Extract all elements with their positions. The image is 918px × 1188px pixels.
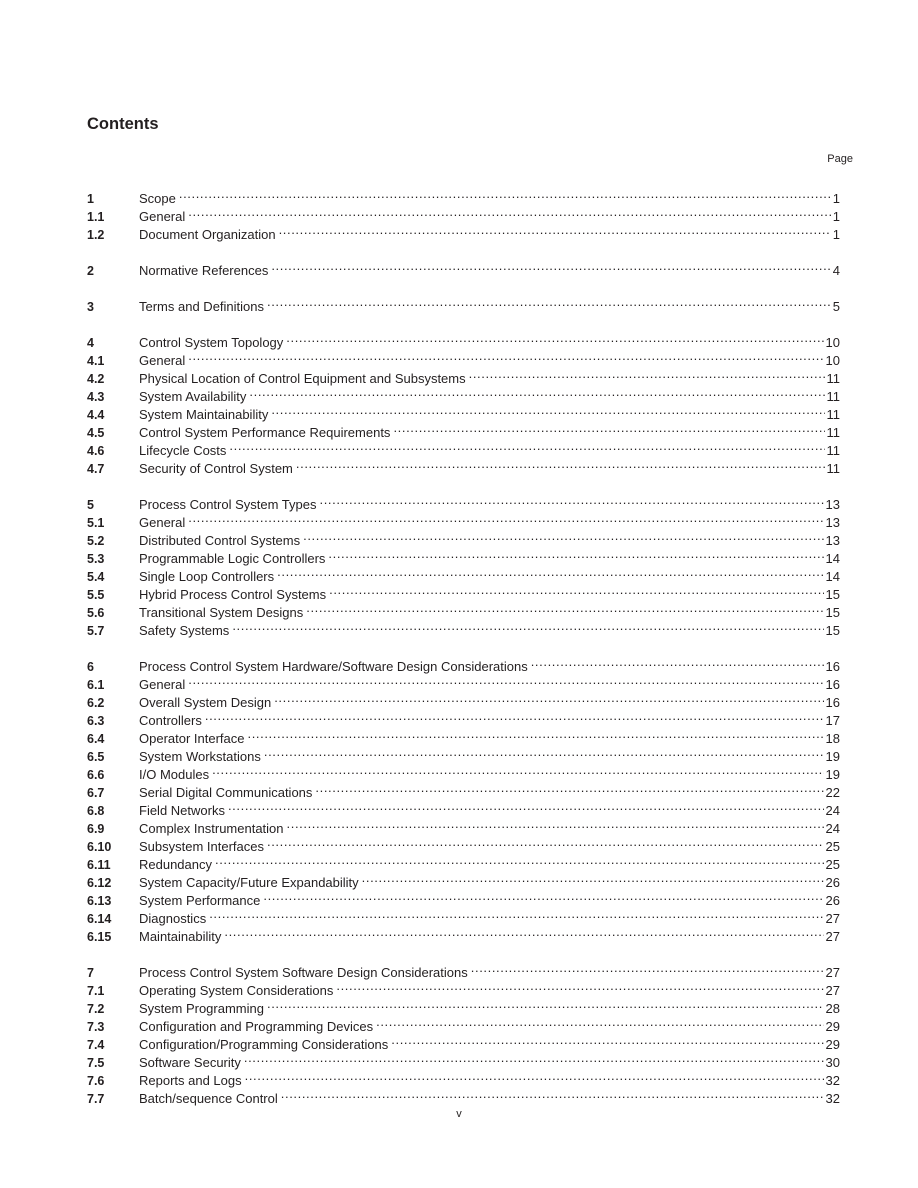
toc-entry-number: 1.2 <box>87 228 105 242</box>
toc-entry-number: 1 <box>87 192 94 206</box>
dot-leader <box>277 563 823 581</box>
toc-entry-page: 26 <box>825 875 840 890</box>
dot-leader <box>267 833 824 851</box>
toc-entry-title: System Capacity/Future Expandability <box>139 875 359 890</box>
dot-leader <box>274 689 823 707</box>
toc-entry-title: System Performance <box>139 893 261 908</box>
toc-entry-title: Hybrid Process Control Systems <box>139 587 327 602</box>
toc-entry-title: Control System Performance Requirements <box>139 425 391 440</box>
toc-entry-number: 5.1 <box>87 516 105 530</box>
toc-entry-page: 11 <box>826 407 840 422</box>
toc-entry-title: System Programming <box>139 1001 264 1016</box>
dot-leader <box>263 887 823 905</box>
toc-entry-page: 25 <box>825 839 840 854</box>
toc-entry-number: 7.5 <box>87 1056 105 1070</box>
toc-entry-number: 6.3 <box>87 714 105 728</box>
toc-entry-page: 16 <box>825 659 840 674</box>
toc-entry-number: 7.2 <box>87 1002 105 1016</box>
toc-entry-title: Terms and Definitions <box>139 299 264 314</box>
toc-entry[interactable] <box>87 293 840 314</box>
dot-leader <box>393 419 824 437</box>
toc-entry-title: General <box>139 515 186 530</box>
toc-entry-page: 15 <box>825 623 840 638</box>
toc-entry-title: Serial Digital Communications <box>139 785 313 800</box>
toc-entry-page: 5 <box>832 299 840 314</box>
toc-entry-number: 4.7 <box>87 462 105 476</box>
toc-entry-page: 24 <box>825 821 840 836</box>
toc-entry-number: 6.6 <box>87 768 105 782</box>
toc-entry-title: Process Control System Hardware/Software Design Considerations <box>139 659 528 674</box>
toc-entry-page: 32 <box>825 1091 840 1106</box>
toc-entry-page: 26 <box>825 893 840 908</box>
dot-leader <box>391 1031 823 1049</box>
toc-entry-number: 6.11 <box>87 858 111 872</box>
toc-entry-page: 17 <box>825 713 840 728</box>
toc-entry-page: 29 <box>825 1019 840 1034</box>
dot-leader <box>362 869 824 887</box>
dot-leader <box>245 1067 824 1085</box>
toc-entry-page: 13 <box>825 497 840 512</box>
toc-entry-title: Process Control System Types <box>139 497 317 512</box>
toc-entry-page: 28 <box>825 1001 840 1016</box>
toc-entry[interactable] <box>87 185 840 206</box>
toc-entry-title: I/O Modules <box>139 767 210 782</box>
toc-entry-page: 11 <box>826 371 840 386</box>
toc-entry-page: 16 <box>825 677 840 692</box>
dot-leader <box>271 257 830 275</box>
toc-entry-page: 30 <box>825 1055 840 1070</box>
dot-leader <box>320 491 824 509</box>
toc-entry-title: Configuration/Programming Considerations <box>139 1037 389 1052</box>
toc-entry-number: 4 <box>87 336 94 350</box>
toc-entry-title: Maintainability <box>139 929 222 944</box>
toc-entry-number: 7 <box>87 966 94 980</box>
toc-entry-number: 5.5 <box>87 588 105 602</box>
toc-entry-page: 11 <box>826 425 840 440</box>
dot-leader <box>232 617 823 635</box>
toc-entry-number: 6.1 <box>87 678 105 692</box>
toc-entry-number: 7.7 <box>87 1092 105 1106</box>
toc-entry-number: 6.12 <box>87 876 112 890</box>
dot-leader <box>244 1049 824 1067</box>
dot-leader <box>224 923 823 941</box>
toc-entry-title: System Availability <box>139 389 247 404</box>
toc-entry-number: 4.6 <box>87 444 105 458</box>
toc-entry-number: 6.13 <box>87 894 112 908</box>
toc-entry[interactable] <box>87 671 840 692</box>
dot-leader <box>209 905 823 923</box>
toc-entry-number: 6.9 <box>87 822 105 836</box>
toc-entry-page: 11 <box>826 461 840 476</box>
contents-heading: Contents <box>87 115 159 133</box>
dot-leader <box>287 815 824 833</box>
toc-entry-number: 5 <box>87 498 94 512</box>
toc-entry-page: 15 <box>825 587 840 602</box>
toc-entry-number: 6 <box>87 660 94 674</box>
toc-entry-number: 1.1 <box>87 210 105 224</box>
dot-leader <box>249 383 824 401</box>
page-number-footer: v <box>456 1108 462 1120</box>
toc-entry-number: 4.5 <box>87 426 105 440</box>
dot-leader <box>271 401 824 419</box>
toc-entry-number: 7.3 <box>87 1020 105 1034</box>
toc-entry[interactable] <box>87 347 840 368</box>
toc-entry-number: 5.6 <box>87 606 105 620</box>
dot-leader <box>531 653 824 671</box>
toc-entry-page: 27 <box>825 911 840 926</box>
toc-entry-number: 4.1 <box>87 354 105 368</box>
toc-entry-page: 1 <box>832 227 840 242</box>
toc-entry-title: Process Control System Software Design Considerations <box>139 965 468 980</box>
toc-entry-title: General <box>139 353 186 368</box>
dot-leader <box>215 851 824 869</box>
dot-leader <box>296 455 825 473</box>
toc-entry-number: 6.2 <box>87 696 105 710</box>
toc-entry-title: Subsystem Interfaces <box>139 839 264 854</box>
toc-entry-title: Configuration and Programming Devices <box>139 1019 374 1034</box>
toc-entry-page: 13 <box>825 533 840 548</box>
toc-entry-title: Software Security <box>139 1055 241 1070</box>
toc-entry-page: 18 <box>825 731 840 746</box>
toc-entry-title: Transitional System Designs <box>139 605 304 620</box>
toc-entry[interactable] <box>87 509 840 530</box>
toc-entry-title: Field Networks <box>139 803 225 818</box>
toc-entry[interactable] <box>87 221 840 242</box>
toc-entry-title: System Maintainability <box>139 407 269 422</box>
toc-entry-title: Diagnostics <box>139 911 207 926</box>
toc-entry-page: 15 <box>825 605 840 620</box>
toc-entry-title: Redundancy <box>139 857 212 872</box>
toc-entry-number: 5.4 <box>87 570 105 584</box>
table-of-contents <box>87 185 840 1106</box>
dot-leader <box>267 293 831 311</box>
toc-entry-title: Distributed Control Systems <box>139 533 301 548</box>
toc-entry-title: Normative References <box>139 263 269 278</box>
toc-entry[interactable] <box>87 959 840 980</box>
dot-leader <box>376 1013 823 1031</box>
toc-entry[interactable] <box>87 491 840 512</box>
toc-entry-page: 16 <box>825 695 840 710</box>
dot-leader <box>264 743 824 761</box>
toc-entry-page: 11 <box>826 443 840 458</box>
toc-entry-number: 6.4 <box>87 732 105 746</box>
dot-leader <box>248 725 824 743</box>
dot-leader <box>229 437 824 455</box>
toc-entry-title: Single Loop Controllers <box>139 569 275 584</box>
toc-entry-title: System Workstations <box>139 749 261 764</box>
toc-entry-number: 5.3 <box>87 552 105 566</box>
toc-entry-page: 10 <box>825 335 840 350</box>
toc-entry-number: 5.7 <box>87 624 105 638</box>
toc-entry-number: 5.2 <box>87 534 105 548</box>
toc-entry[interactable] <box>87 653 840 674</box>
dot-leader <box>188 671 823 689</box>
toc-entry-page: 27 <box>825 929 840 944</box>
toc-entry-title: General <box>139 209 186 224</box>
toc-entry-title: Operator Interface <box>139 731 245 746</box>
toc-entry-number: 7.1 <box>87 984 105 998</box>
toc-entry-page: 14 <box>825 569 840 584</box>
toc-entry-page: 22 <box>825 785 840 800</box>
toc-entry-number: 2 <box>87 264 94 278</box>
dot-leader <box>281 1085 824 1103</box>
toc-entry-number: 7.4 <box>87 1038 105 1052</box>
dot-leader <box>228 797 824 815</box>
toc-entry-number: 6.7 <box>87 786 105 800</box>
toc-entry-title: Programmable Logic Controllers <box>139 551 326 566</box>
toc-entry-number: 6.10 <box>87 840 112 854</box>
toc-entry-title: Security of Control System <box>139 461 293 476</box>
toc-entry-number: 6.5 <box>87 750 105 764</box>
dot-leader <box>188 509 823 527</box>
dot-leader <box>212 761 823 779</box>
toc-entry[interactable] <box>87 257 840 278</box>
toc-entry[interactable] <box>87 527 840 548</box>
toc-entry-title: Batch/sequence Control <box>139 1091 278 1106</box>
dot-leader <box>188 347 823 365</box>
toc-entry-title: Scope <box>139 191 176 206</box>
toc-entry-title: Overall System Design <box>139 695 272 710</box>
toc-entry-page: 27 <box>825 983 840 998</box>
toc-entry-number: 3 <box>87 300 94 314</box>
toc-entry-page: 24 <box>825 803 840 818</box>
toc-entry-page: 14 <box>825 551 840 566</box>
toc-entry-page: 11 <box>826 389 840 404</box>
toc-entry-page: 1 <box>832 191 840 206</box>
toc-entry-number: 4.2 <box>87 372 105 386</box>
toc-entry-title: Reports and Logs <box>139 1073 242 1088</box>
dot-leader <box>328 545 823 563</box>
toc-entry-number: 6.15 <box>87 930 112 944</box>
dot-leader <box>279 221 831 239</box>
toc-entry-title: Physical Location of Control Equipment and Subsystems <box>139 371 466 386</box>
toc-entry-number: 4.3 <box>87 390 105 404</box>
toc-entry-title: General <box>139 677 186 692</box>
dot-leader <box>329 581 823 599</box>
dot-leader <box>306 599 823 617</box>
toc-entry-page: 4 <box>832 263 840 278</box>
dot-leader <box>205 707 824 725</box>
toc-entry-page: 10 <box>825 353 840 368</box>
toc-entry-title: Operating System Considerations <box>139 983 334 998</box>
dot-leader <box>469 365 825 383</box>
dot-leader <box>286 329 823 347</box>
toc-entry-number: 6.8 <box>87 804 105 818</box>
toc-entry-page: 25 <box>825 857 840 872</box>
dot-leader <box>267 995 824 1013</box>
dot-leader <box>179 185 831 203</box>
toc-entry-title: Complex Instrumentation <box>139 821 284 836</box>
page-column-label: Page <box>827 153 853 165</box>
toc-entry-title: Controllers <box>139 713 202 728</box>
dot-leader <box>471 959 824 977</box>
toc-entry-page: 27 <box>825 965 840 980</box>
toc-entry[interactable] <box>87 689 840 710</box>
dot-leader <box>303 527 823 545</box>
toc-entry[interactable] <box>87 365 840 386</box>
toc-entry-page: 1 <box>832 209 840 224</box>
toc-entry-page: 19 <box>825 767 840 782</box>
toc-entry[interactable] <box>87 203 840 224</box>
toc-entry-page: 29 <box>825 1037 840 1052</box>
toc-entry-title: Lifecycle Costs <box>139 443 227 458</box>
toc-entry-number: 6.14 <box>87 912 112 926</box>
toc-entry-page: 32 <box>825 1073 840 1088</box>
toc-entry-title: Safety Systems <box>139 623 230 638</box>
dot-leader <box>188 203 831 221</box>
toc-entry-page: 13 <box>825 515 840 530</box>
toc-entry-title: Control System Topology <box>139 335 284 350</box>
toc-entry-page: 19 <box>825 749 840 764</box>
toc-entry[interactable] <box>87 329 840 350</box>
toc-entry-title: Document Organization <box>139 227 276 242</box>
dot-leader <box>336 977 823 995</box>
dot-leader <box>315 779 823 797</box>
toc-entry-number: 7.6 <box>87 1074 105 1088</box>
toc-entry-number: 4.4 <box>87 408 105 422</box>
